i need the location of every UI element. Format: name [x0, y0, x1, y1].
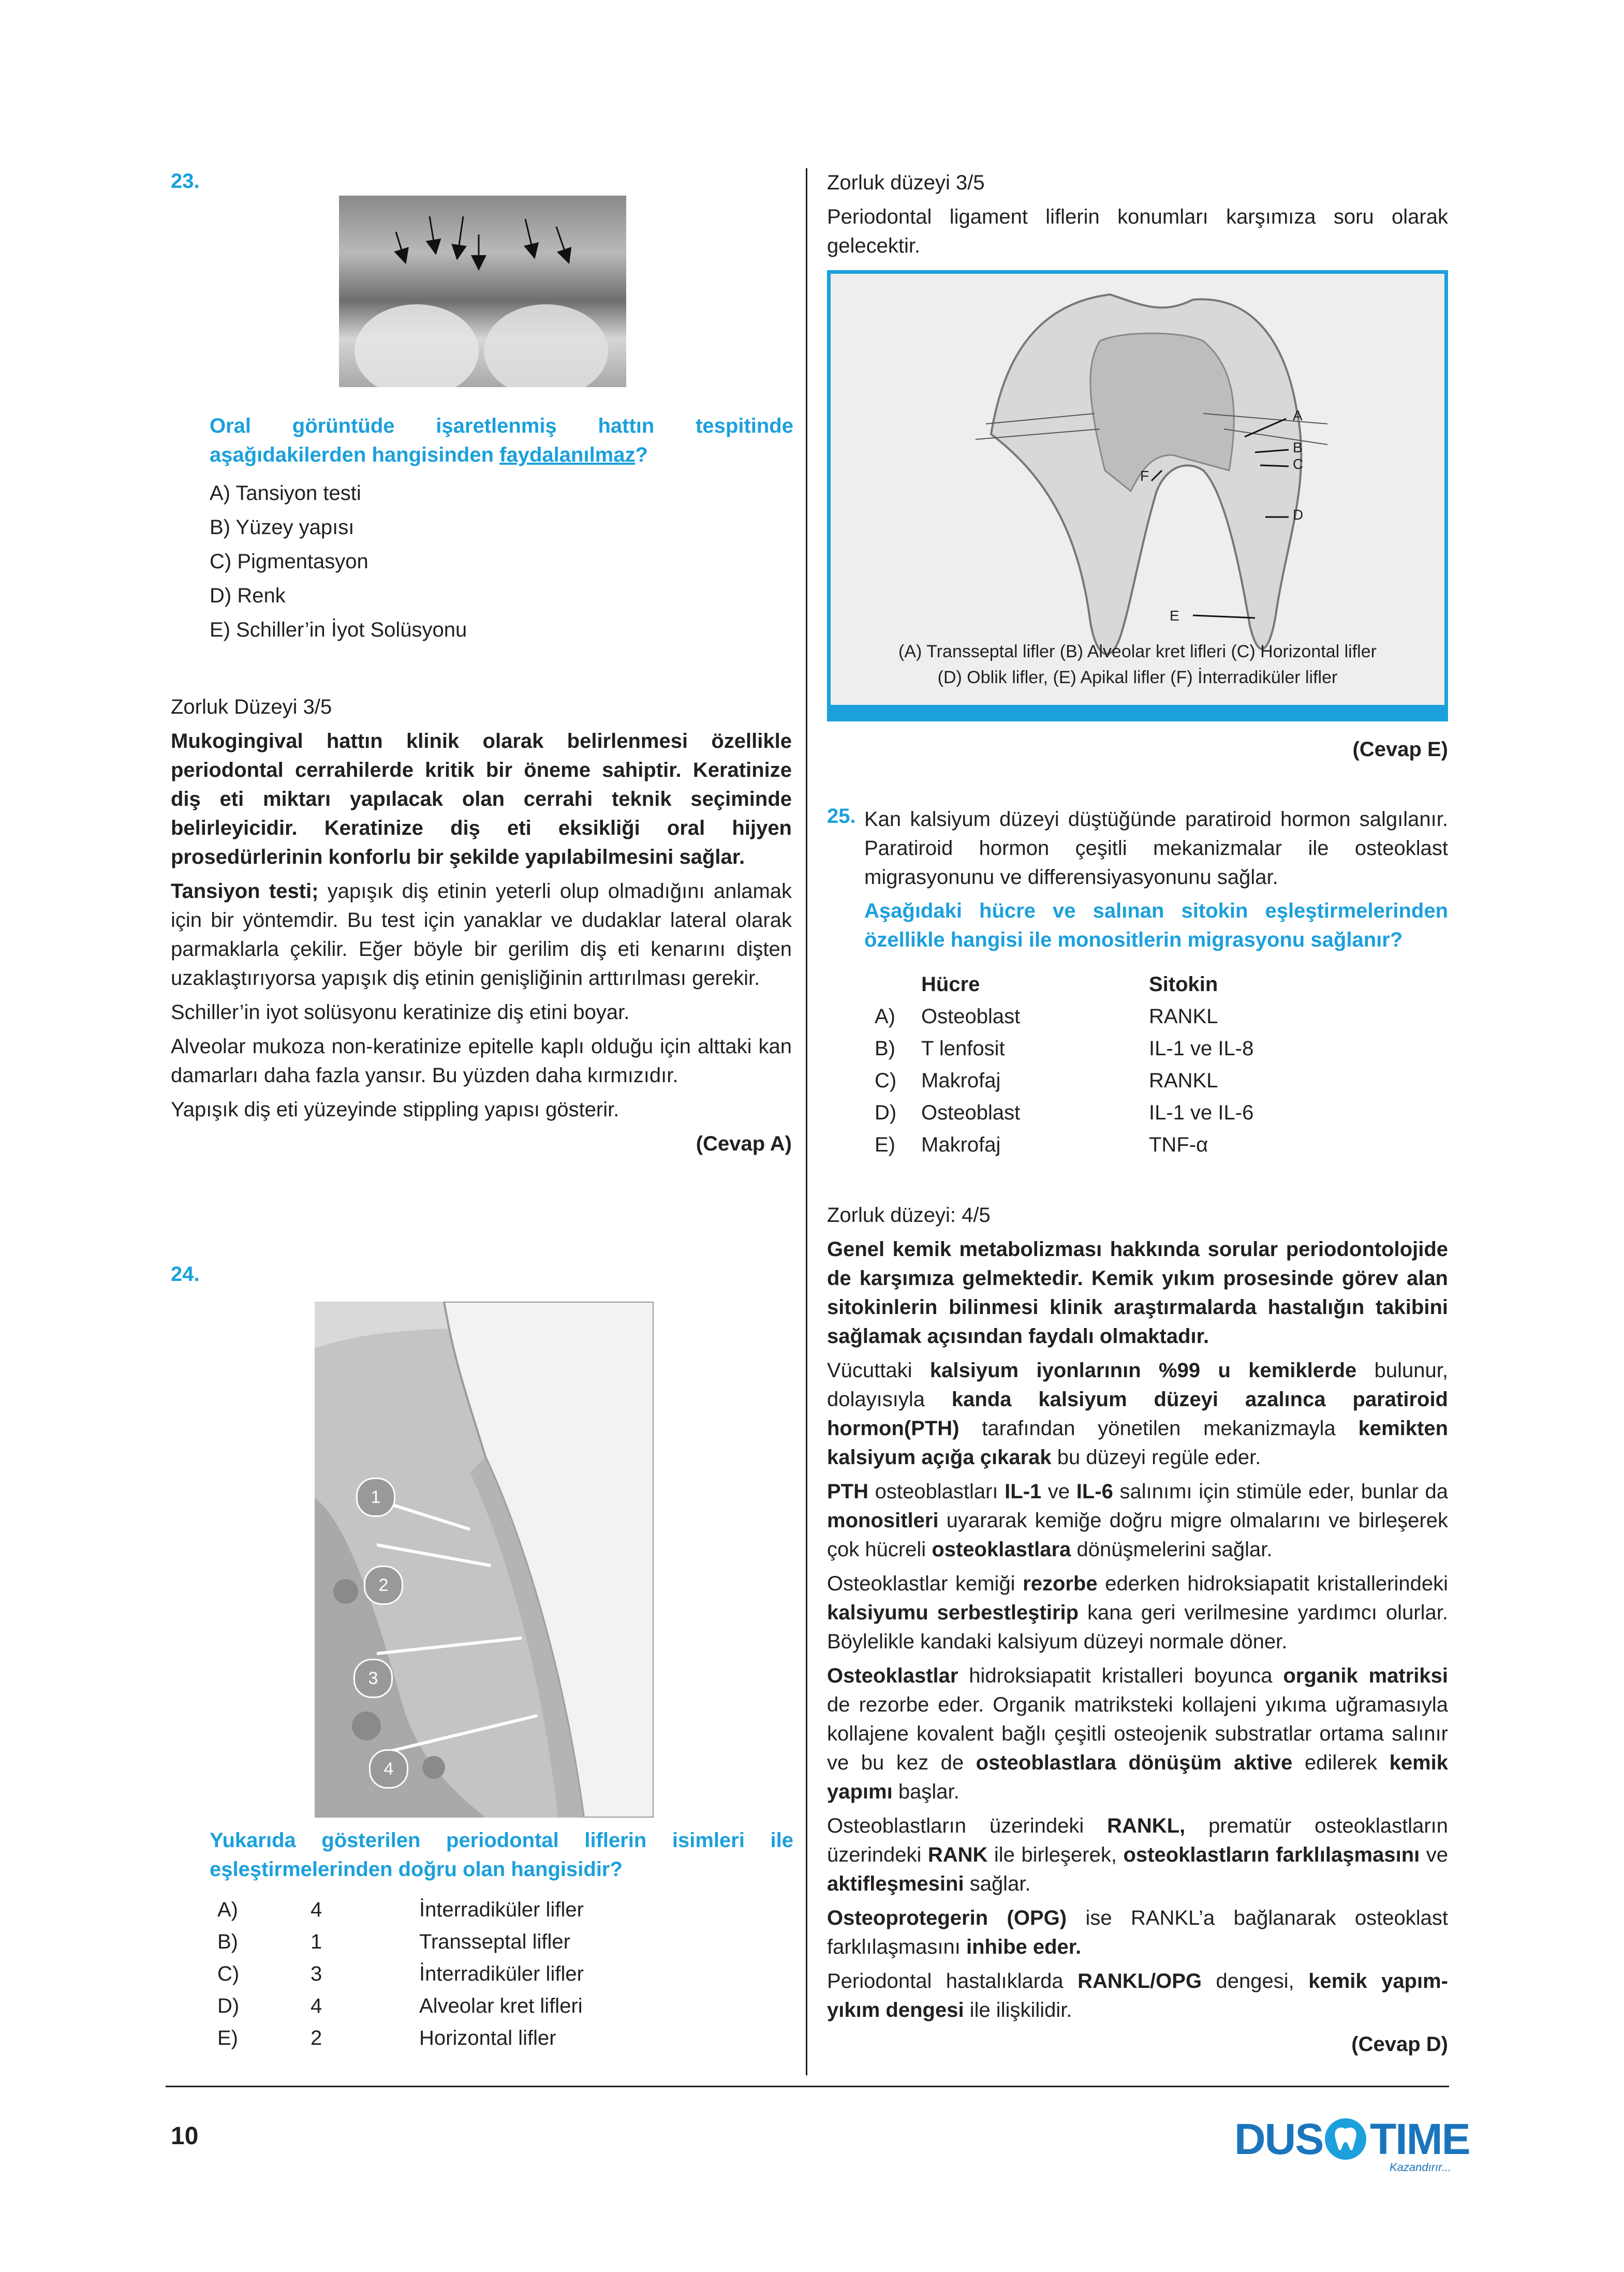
label-a: A [1293, 407, 1303, 423]
question-23-options [210, 476, 779, 647]
option-row: C) 3 İnterradiküler lifler [217, 1963, 584, 1985]
label-f: F [1140, 468, 1149, 484]
question-24-explanation: Zorluk düzeyi 3/5 Periodontal ligament liflerin konumları karşımıza soru olarak gelecektir. [827, 168, 1448, 265]
question-25-options: Hücre Sitokin A) Osteoblast RANKL B) T lenfosit IL-1 ve IL-8 C) Makrofaj RANKL D) Osteoblast IL-1 ve IL-6 E) Makrofaj TNF-α [875, 973, 1253, 1165]
label-b: B [1293, 439, 1303, 455]
option-row: D) 4 Alveolar kret lifleri [217, 1995, 583, 2017]
option-a: A) Tansiyon testi [210, 482, 361, 505]
tooth-icon [1325, 2118, 1366, 2160]
question-25-text: Aşağıdaki hücre ve salınan sitokin eşleştirmelerinden özellikle hangisi ile monositlerin migrasyonu sağlanır? [864, 899, 1448, 951]
option-row: B) 1 Transseptal lifler [217, 1930, 570, 1953]
question-24-number: 24. [171, 1263, 200, 1286]
difficulty: Zorluk Düzeyi 3/5 [171, 696, 332, 718]
option-row: D) Osteoblast IL-1 ve IL-6 [875, 1101, 1254, 1124]
label-d: D [1293, 507, 1304, 523]
option-row: A) 4 İnterradiküler lifler [217, 1898, 584, 1921]
fiber-marker-4: 4 [369, 1749, 408, 1789]
answer: (Cevap A) [696, 1132, 792, 1155]
difficulty: Zorluk düzeyi: 4/5 [827, 1204, 991, 1227]
option-row: E) 2 Horizontal lifler [217, 2027, 556, 2049]
option-row: E) Makrofaj TNF-α [875, 1133, 1208, 1156]
figure-caption: (A) Transseptal lifler (B) Alveolar kret lifleri (C) Horizontal lifler (D) Oblik lifler, (E) Apikal lifler (F) İnterradiküler lifler [898, 642, 1377, 687]
logo-tagline: Kazandırır... [1390, 2161, 1452, 2174]
question-25-explanation: Zorluk düzeyi: 4/5 Genel kemik metabolizması hakkında sorular periodontolojide de karşımıza gelmektedir. Kemik yıkım prosesinde görev alan sitokinlerin bilinmesi klinik araştırmalarda hastalığın takibini sağlamak açısından faydalı olmaktadır. Vücuttaki kalsiyum iyonlarının %99 u kemiklerde bulunur, dolayısıyla kanda kalsiyum düzeyi azalınca paratiroid hormon(PTH) tarafından yönetilen mekanizmayla kemikten kalsiyum açığa çıkarak bu düzeyi regüle eder. PTH osteoblastları IL-1 ve IL-6 salınımı için stimüle eder, bunlar da monositleri uyararak kemiğe doğru migre olmalarını ve birleşerek çok hücreli osteoklastlara dönüşmelerini sağlar. Osteoklastlar kemiği rezorbe ederken hidroksiapatit kristallerindeki kalsiyumu serbestleştirip kana geri verilmesine yardımcı olurlar. Böylelikle kandaki kalsiyum düzeyi normale döner. Osteoklastlar hidroksiapatit kristalleri boyunca organik matriksi de rezorbe eder. Organik matriksteki kollajeni yıkıma uğramasıyla kollajene kovalent bağlı çeşitli osteojenik substratlar ortama salınır ve bu kez de osteoblastlara dönüşüm aktive edilerek kemik yapımı başlar. Osteoblastların üzerindeki RANKL, prematür osteoklastların üzerindeki RANK ile birleşerek, osteoklastların farklılaşmasını ve aktifleşmesini sağlar. Osteoprotegerin (OPG) ise RANKL’a bağlanarak osteoklast farklılaşmasını inhibe eder. Periodontal hastalıklarda RANKL/OPG dengesi, kemik yapım-yıkım dengesi ile ilişkilidir. (Cevap D) [827, 1201, 1448, 2064]
option-row: B) T lenfosit IL-1 ve IL-8 [875, 1037, 1254, 1060]
question-25-stem: Kan kalsiyum düzeyi düştüğünde paratiroid hormon salgılanır. Paratiroid hormon çeşitli mekanizmalar ile osteoklast migrasyonunu ve differensiyasyonunu sağlar. [864, 808, 1448, 889]
option-e: E) Schiller’in İyot Solüsyonu [210, 618, 467, 641]
question-24-answer: (Cevap E) [1352, 738, 1448, 761]
footer-rule [166, 2086, 1449, 2087]
dustime-logo: DUS TIME Kazandırır... [1234, 2115, 1470, 2174]
option-c: C) Pigmentasyon [210, 550, 368, 573]
ligament-figure [827, 270, 1448, 721]
question-23-text: Oral görüntüde işaretlenmiş hattın tespitinde aşağıdakilerden hangisinden faydalanılmaz? [210, 415, 793, 466]
gingiva-photo [339, 196, 626, 387]
fiber-marker-2: 2 [364, 1566, 403, 1605]
difficulty: Zorluk düzeyi 3/5 [827, 171, 985, 194]
explanation-intro: Mukogingival hattın klinik olarak belirlenmesi özellikle periodontal cerrahilerde kritik bir öneme sahiptir. Keratinize diş eti miktarı yapılacak olan cerrahi teknik seçiminde belirleyicidir. Keratinize diş eti eksikliği oral hijyen prosedürlerinin konforlu bir şekilde yapılabilmesini sağlar. [171, 730, 792, 868]
question-24-options [217, 1898, 584, 2059]
question-23-underlined: faydalanılmaz [499, 444, 636, 466]
column-divider [806, 168, 807, 2075]
page-number: 10 [171, 2122, 199, 2150]
question-25-number: 25. [827, 805, 856, 828]
option-b: B) Yüzey yapısı [210, 516, 355, 539]
option-row: C) Makrofaj RANKL [875, 1069, 1218, 1092]
fiber-marker-1: 1 [356, 1478, 395, 1517]
label-c: C [1293, 456, 1304, 472]
option-row: A) Osteoblast RANKL [875, 1005, 1218, 1028]
option-d: D) Renk [210, 584, 286, 607]
fiber-marker-3: 3 [353, 1659, 393, 1698]
periodontal-fiber-figure [315, 1302, 654, 1818]
label-e: E [1170, 608, 1179, 624]
question-24-text: Yukarıda gösterilen periodontal liflerin isimleri ile eşleştirmelerinden doğru olan hangisidir? [210, 1829, 793, 1881]
question-23-explanation: Zorluk Düzeyi 3/5 Mukogingival hattın klinik olarak belirlenmesi özellikle periodontal cerrahilerde kritik bir öneme sahiptir. Keratinize diş eti miktarı yapılacak olan cerrahi teknik seçiminde belirleyicidir. Keratinize diş eti eksikliği oral hijyen prosedürlerinin konforlu bir şekilde yapılabilmesini sağlar. Tansiyon testi; yapışık diş etinin yeterli olup olmadığını anlamak için bir yöntemdir. Bu test için yanaklar ve dudaklar lateral olarak parmaklarla çekilir. Eğer böyle bir gerilim diş eti kenarını dişten uzaklaştırıyorsa yapışık diş etinin genişliğinin arttırılması gerekir. Schiller’in iyot solüsyonu keratinize diş etini boyar. Alveolar mukoza non-keratinize epitelle kaplı olduğu için alttaki kan damarları daha fazla yansır. Bu yüzden daha kırmızıdır. Yapışık diş eti yüzeyinde stippling yapısı gösterir. (Cevap A) [171, 692, 792, 1163]
answer: (Cevap D) [1351, 2033, 1448, 2056]
question-23-number: 23. [171, 170, 200, 193]
